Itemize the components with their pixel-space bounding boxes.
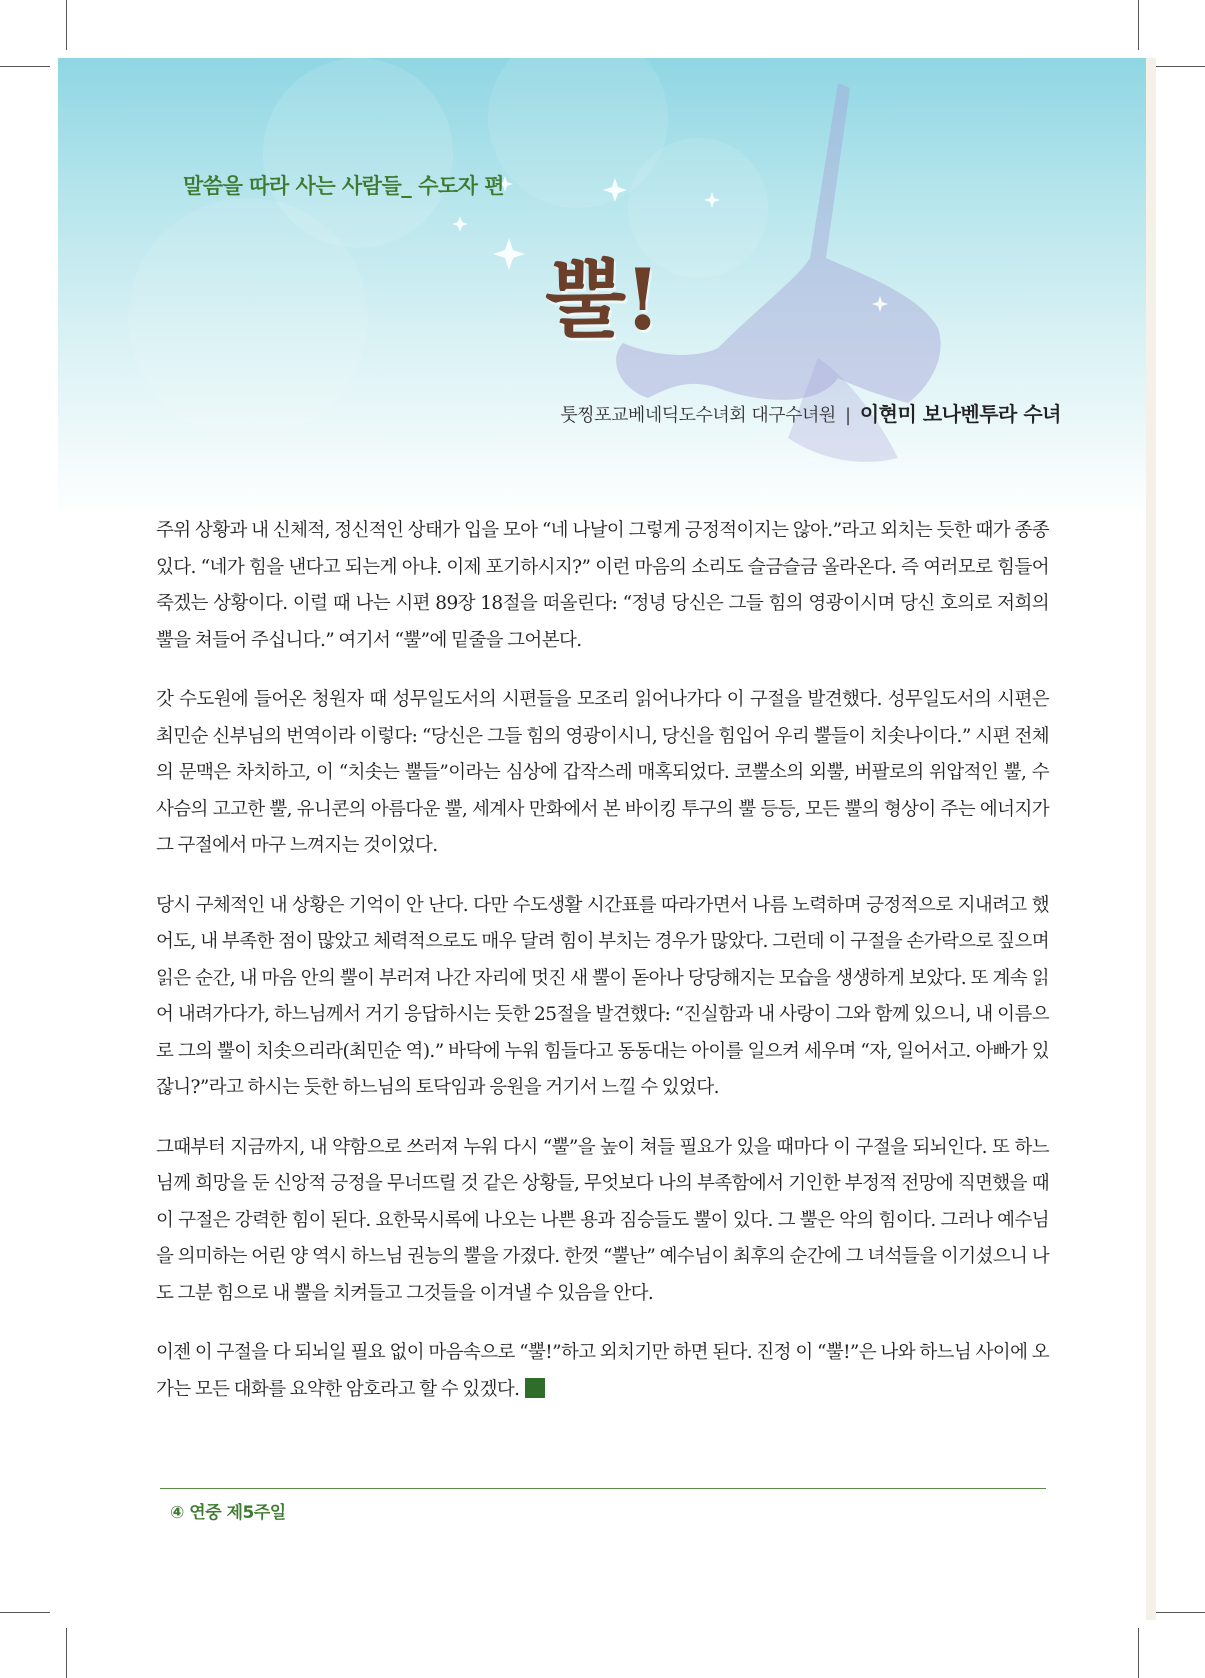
body-paragraph: 당시 구체적인 내 상황은 기억이 안 난다. 다만 수도생활 시간표를 따라가면서 나름 노력하며 긍정적으로 지내려고 했어도, 내 부족한 점이 많았고 체력적으로도 매우 달려 힘이 부치는 경우가 많았다. 그런데 이 구절을 손가락으로 짚으며 읽은 순간, 내 마음 안의 뿔이 부러져 나간 자리에 멋진 새 뿔이 돋아나 당당해지는 모습을 생생하게 보았다. 또 계속 읽어 내려가다가, 하느님께서 거기 응답하시는 듯한 25절을 발견했다: “진실함과 내 사랑이 그와 함께 있으니, 내 이름으로 그의 뿔이 치솟으리라(최민순 역).” 바닥에 누워 힘들다고 동동대는 아이를 일으켜 세우며 “자, 일어서고. 아빠가 있잖니?”라고 하시는 듯한 하느님의 토닥임과 응원을 거기서 느낄 수 있었다. bbox=[156, 894, 1049, 1098]
body-paragraph-text: 이젠 이 구절을 다 되뇌일 필요 없이 마음속으로 “뿔!”하고 외치기만 하면 된다. 진정 이 “뿔!”은 나와 하느님 사이에 오가는 모든 대화를 요약한 암호라고 할 수 있겠다. bbox=[156, 1342, 1049, 1400]
author-separator: | bbox=[845, 405, 851, 426]
article-title: 뿔! bbox=[544, 250, 660, 349]
crop-mark bbox=[1138, 0, 1139, 50]
crop-mark bbox=[1155, 66, 1205, 67]
crop-mark bbox=[66, 0, 67, 50]
crop-mark bbox=[0, 1612, 50, 1613]
crop-mark bbox=[1155, 1612, 1205, 1613]
series-title: 말씀을 따라 사는 사람들_ 수도자 편 bbox=[183, 174, 505, 198]
crop-mark bbox=[66, 1628, 67, 1678]
author-line bbox=[560, 398, 1061, 427]
body-paragraph: 주위 상황과 내 신체적, 정신적인 상태가 입을 모아 “네 나날이 그렇게 긍정적이지는 않아.”라고 외치는 듯한 때가 종종 있다. “네가 힘을 낸다고 되는게 아냐. 이제 포기하시지?” 이런 마음의 소리도 슬금슬금 올라온다. 즉 여러모로 힘들어 죽겠는 상황이다. 이럴 때 나는 시편 89장 18절을 떠올린다: “정녕 당신은 그들 힘의 영광이시며 당신 호의로 저희의 뿔을 쳐들어 주십니다.” 여기서 “뿔”에 밑줄을 그어본다. bbox=[156, 520, 1049, 651]
page-footer-label: ④ 연중 제5주일 bbox=[170, 1503, 286, 1523]
author-organization: 툿찡포교베네딕도수녀회 대구수녀원 bbox=[560, 405, 836, 426]
author-name: 이현미 보나벤투라 수녀 bbox=[859, 402, 1061, 426]
article-body bbox=[156, 513, 1049, 1431]
page bbox=[58, 58, 1146, 1620]
crop-mark bbox=[0, 66, 50, 67]
page-edge bbox=[1146, 58, 1156, 1620]
end-of-article-icon bbox=[525, 1378, 545, 1398]
body-paragraph: 갓 수도원에 들어온 청원자 때 성무일도서의 시편들을 모조리 읽어나가다 이 구절을 발견했다. 성무일도서의 시편은 최민순 신부님의 번역이라 이렇다: “당신은 그들 힘의 영광이시니, 당신을 힘입어 우리 뿔들이 치솟나이다.” 시편 전체의 문맥은 차치하고, 이 “치솟는 뿔들”이라는 심상에 갑작스레 매혹되었다. 코뿔소의 외뿔, 버팔로의 위압적인 뿔, 수사슴의 고고한 뿔, 유니콘의 아름다운 뿔, 세계사 만화에서 본 바이킹 투구의 뿔 등등, 모든 뿔의 형상이 주는 에너지가 그 구절에서 마구 느껴지는 것이었다. bbox=[156, 689, 1049, 856]
footer-divider bbox=[160, 1488, 1046, 1489]
body-paragraph: 그때부터 지금까지, 내 약함으로 쓰러져 누워 다시 “뿔”을 높이 쳐들 필요가 있을 때마다 이 구절을 되뇌인다. 또 하느님께 희망을 둔 신앙적 긍정을 무너뜨릴 것 같은 상황들, 무엇보다 나의 부족함에서 기인한 부정적 전망에 직면했을 때 이 구절은 강력한 힘이 된다. 요한묵시록에 나오는 나쁜 용과 짐승들도 뿔이 있다. 그 뿔은 악의 힘이다. 그러나 예수님을 의미하는 어린 양 역시 하느님 권능의 뿔을 가졌다. 한껏 “뿔난” 예수님이 최후의 순간에 그 녀석들을 이기셨으니 나도 그분 힘으로 내 뿔을 치켜들고 그것들을 이겨낼 수 있음을 안다. bbox=[156, 1136, 1049, 1304]
crop-mark bbox=[1138, 1628, 1139, 1678]
body-paragraph-last bbox=[156, 1335, 1049, 1408]
